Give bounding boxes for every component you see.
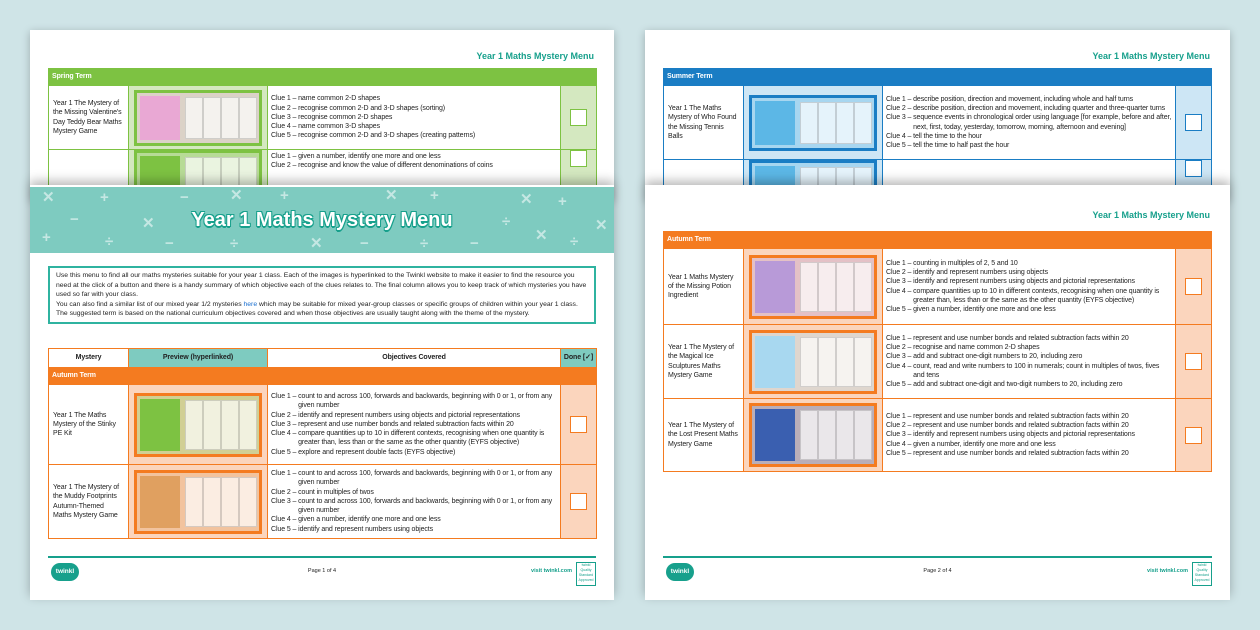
divide-symbol: ÷	[105, 233, 114, 250]
done-checkbox[interactable]	[570, 109, 587, 126]
thumbnail-page	[800, 410, 818, 460]
clue-item	[886, 277, 1172, 286]
thumbnail-page	[818, 262, 836, 312]
clue-label: Clue 3 –	[886, 353, 914, 361]
page-1	[30, 185, 614, 600]
table-row	[664, 399, 1212, 472]
thumbnail-cover	[755, 409, 795, 461]
clue-label: Clue 5 –	[886, 449, 914, 457]
thumbnail-page	[836, 410, 854, 460]
clue-text: identify and represent numbers using objects and pictorial representations	[913, 278, 1135, 286]
twinkl-logo[interactable]: twinkl	[666, 563, 694, 581]
clue-label: Clue 1 –	[271, 153, 299, 160]
table-row	[664, 249, 1212, 325]
clue-item	[886, 362, 1172, 380]
clue-text: identify and represent numbers using objects and pictorial representations	[913, 431, 1135, 439]
preview-cell	[744, 249, 883, 325]
clue-text: identify and represent numbers using objects	[913, 269, 1049, 277]
intro-text: You can also find a similar list of our mixed year 1/2 mysteries	[56, 300, 244, 308]
column-header-preview: Preview (hyperlinked)	[129, 349, 268, 368]
term-cell	[561, 69, 597, 86]
table-header-row	[49, 349, 597, 368]
clue-label: Clue 1 –	[886, 95, 914, 103]
thumbnail-page	[818, 102, 836, 144]
done-cell	[1176, 249, 1212, 325]
clue-text: identify and represent numbers using objects and pictorial representations	[298, 411, 520, 419]
thumbnail-page	[854, 262, 872, 312]
quality-badge: twinkl Quality Standard Approved	[576, 562, 596, 586]
preview-cell	[744, 86, 883, 160]
done-cell	[1176, 325, 1212, 399]
thumbnail-cover	[140, 476, 180, 528]
clue-label: Clue 5 –	[271, 448, 299, 456]
thumbnail-cover	[755, 101, 795, 145]
times-symbol: ✕	[595, 217, 608, 234]
clue-text: recognise common 2-D and 3-D shapes (sorting)	[298, 104, 445, 112]
term-cell	[744, 69, 883, 86]
page-header-title: Year 1 Maths Mystery Menu	[476, 51, 594, 61]
preview-cell	[129, 86, 268, 150]
clue-text: represent and use number bonds and related subtraction facts within 20	[913, 412, 1129, 420]
done-checkbox[interactable]	[1185, 160, 1202, 177]
clue-label: Clue 2 –	[271, 488, 299, 496]
clue-label: Clue 2 –	[886, 422, 914, 430]
thumbnail-page	[818, 337, 836, 387]
clue-item	[271, 469, 557, 487]
clue-item	[886, 305, 1172, 314]
divide-symbol: ÷	[230, 235, 239, 252]
clue-item	[271, 392, 557, 410]
clue-text: compare quantities up to 10 in different contexts, recognising when one quantity is greater than, less than or the same as the other quantity (EYFS objective)	[298, 430, 545, 447]
clue-item	[271, 122, 557, 131]
clue-item	[886, 430, 1172, 439]
thumbnail-page	[185, 97, 203, 139]
clue-text: sequence events in chronological order using language [for example, before and after, next, first, today, yesterday, tomorrow, morning, afternoon and evening]	[913, 114, 1172, 131]
thumbnail-cover	[140, 96, 180, 140]
clue-label: Clue 2 –	[886, 105, 914, 113]
page-3-spring	[30, 30, 614, 200]
thumbnail-page	[800, 337, 818, 387]
preview-thumbnail-link[interactable]	[749, 403, 877, 467]
plus-symbol: +	[558, 193, 567, 210]
clue-item	[271, 515, 557, 524]
objectives-cell	[883, 325, 1176, 399]
thumbnail-page	[836, 262, 854, 312]
term-row	[664, 232, 1212, 249]
clue-text: represent and use number bonds and related subtraction facts within 20	[913, 334, 1129, 342]
clue-item	[886, 95, 1172, 104]
clue-text: recognise common 2-D shapes	[298, 113, 393, 121]
clue-label: Clue 4 –	[271, 516, 299, 524]
clue-label: Clue 1 –	[271, 393, 299, 401]
clue-label: Clue 1 –	[886, 334, 914, 342]
clue-text: add and subtract one-digit and two-digit numbers to 20, including zero	[913, 380, 1123, 388]
clue-item	[886, 104, 1172, 113]
clue-item	[886, 380, 1172, 389]
page-4-summer	[645, 30, 1230, 200]
objectives-cell	[268, 465, 561, 539]
times-symbol: ✕	[535, 227, 548, 244]
term-cell	[1176, 232, 1212, 249]
visit-link[interactable]: visit twinkl.com	[531, 568, 572, 574]
preview-thumbnail-link[interactable]	[749, 330, 877, 394]
times-symbol: ✕	[310, 235, 323, 252]
clue-item	[886, 352, 1172, 361]
clue-label: Clue 3 –	[271, 420, 299, 428]
page-header-title: Year 1 Maths Mystery Menu	[1092, 210, 1210, 220]
preview-cell	[744, 399, 883, 472]
plus-symbol: +	[42, 229, 51, 246]
preview-cell	[129, 385, 268, 465]
term-cell	[561, 368, 597, 385]
clue-item	[886, 141, 1172, 150]
clue-label: Clue 3 –	[886, 431, 914, 439]
clue-item	[886, 449, 1172, 458]
clue-item	[886, 334, 1172, 343]
thumbnail-page	[203, 400, 221, 450]
times-symbol: ✕	[520, 191, 533, 208]
clue-item	[271, 488, 557, 497]
clue-text: count in multiples of twos	[298, 488, 374, 496]
clue-text: describe position, direction and movement, including whole and half turns	[913, 95, 1134, 103]
done-cell	[1176, 86, 1212, 160]
done-checkbox[interactable]	[1185, 353, 1202, 370]
done-checkbox[interactable]	[570, 150, 587, 167]
clue-text: count, read and write numbers to 100 in numerals; count in multiples of twos, fives and tens	[913, 362, 1160, 379]
term-cell	[268, 69, 561, 86]
clue-text: compare quantities up to 10 in different contexts, recognising when one quantity is greater than, less than or the same as the other quantity (EYFS objective)	[913, 287, 1160, 304]
thumbnail-page	[239, 97, 257, 139]
title-banner	[30, 187, 614, 253]
clue-label: Clue 5 –	[886, 380, 914, 388]
clue-label: Clue 4 –	[886, 362, 914, 370]
objectives-cell	[268, 385, 561, 465]
term-cell	[268, 368, 561, 385]
clue-item	[886, 440, 1172, 449]
thumbnail-cover	[755, 336, 795, 388]
clue-item	[886, 113, 1172, 131]
visit-link[interactable]: visit twinkl.com	[1147, 568, 1188, 574]
times-symbol: ✕	[42, 189, 55, 206]
table-row	[664, 325, 1212, 399]
objectives-cell	[883, 399, 1176, 472]
minus-symbol: −	[360, 235, 369, 252]
clue-text: describe position, direction and movement, including quarter and three-quarter turns	[913, 105, 1166, 113]
clue-item	[271, 94, 557, 103]
term-cell	[883, 232, 1176, 249]
clue-item	[886, 412, 1172, 421]
term-label: Spring Term	[49, 69, 129, 86]
minus-symbol: −	[470, 235, 479, 252]
done-cell	[561, 465, 597, 539]
clue-text: add and subtract one-digit numbers to 20, including zero	[913, 353, 1083, 361]
objectives-cell	[883, 86, 1176, 160]
clue-text: given a number, identify one more and one less	[298, 153, 441, 160]
clue-label: Clue 3 –	[886, 278, 914, 286]
clue-label: Clue 2 –	[886, 269, 914, 277]
page-header-title: Year 1 Maths Mystery Menu	[1092, 51, 1210, 61]
table-row	[49, 385, 597, 465]
clue-label: Clue 4 –	[886, 440, 914, 448]
clue-label: Clue 1 –	[271, 470, 299, 478]
intro-text: which may be suitable for mixed year-group classes or specific groups of children within your year 1 class.	[257, 300, 578, 308]
thumbnail-page	[203, 477, 221, 527]
term-label: Summer Term	[664, 69, 744, 86]
clue-item	[886, 287, 1172, 305]
clue-label: Clue 1 –	[271, 95, 299, 103]
intro-paragraph: Use this menu to find all our maths mysteries suitable for your year 1 class. Each of the images is hyperlinked to the Twinkl website to make it easier to find the resource you need at the click of a button and there is a handy summary of which objective each of the clues relates to. The final column allows you to keep track of which mysteries you have used so far with your class.	[56, 272, 587, 299]
clue-label: Clue 4 –	[271, 123, 299, 131]
clue-text: represent and use number bonds and related subtraction facts within 20	[298, 420, 514, 428]
preview-thumbnail-link[interactable]	[749, 95, 877, 151]
plus-symbol: +	[100, 189, 109, 206]
clue-text: count to and across 100, forwards and backwards, beginning with 0 or 1, or from any given number	[298, 393, 553, 410]
table-row	[49, 465, 597, 539]
term-cell	[883, 69, 1176, 86]
clue-item	[886, 268, 1172, 277]
column-header-objectives: Objectives Covered	[268, 349, 561, 368]
done-checkbox[interactable]	[570, 493, 587, 510]
thumbnail-page	[239, 477, 257, 527]
term-cell	[1176, 69, 1212, 86]
done-checkbox[interactable]	[1185, 427, 1202, 444]
mystery-name: Year 1 The Mystery of the Lost Present Maths Mystery Game	[664, 399, 744, 472]
clue-text: given a number, identify one more and one less	[913, 440, 1056, 448]
clue-text: count to and across 100, forwards and backwards, beginning with 0 or 1, or from any given number	[298, 470, 553, 487]
table-row	[664, 86, 1212, 160]
clue-label: Clue 2 –	[886, 344, 914, 352]
preview-cell	[744, 325, 883, 399]
preview-thumbnail-link[interactable]	[134, 470, 262, 534]
clue-label: Clue 4 –	[271, 430, 299, 438]
document-title: Year 1 Maths Mystery Menu	[191, 209, 453, 231]
clue-label: Clue 4 –	[886, 132, 914, 140]
clue-label: Clue 2 –	[271, 411, 299, 419]
thumbnail-page	[836, 102, 854, 144]
thumbnail-page	[221, 97, 239, 139]
objectives-cell	[268, 86, 561, 150]
clue-item	[886, 343, 1172, 352]
clue-item	[886, 421, 1172, 430]
done-cell	[561, 86, 597, 150]
thumbnail-page	[836, 337, 854, 387]
mystery-name: Year 1 The Mystery of the Magical Ice Sculptures Maths Mystery Game	[664, 325, 744, 399]
clue-label: Clue 3 –	[886, 114, 914, 122]
column-header-done: Done [✓]	[561, 349, 597, 368]
term-label: Autumn Term	[664, 232, 744, 249]
clue-text: recognise common 2-D and 3-D shapes (creating patterns)	[298, 132, 476, 140]
preview-cell	[129, 465, 268, 539]
plus-symbol: +	[430, 187, 439, 204]
twinkl-logo[interactable]: twinkl	[51, 563, 79, 581]
summer-term-table	[663, 68, 1212, 200]
page-number: Page 2 of 4	[923, 568, 952, 574]
autumn-term-table-page2	[663, 231, 1212, 472]
done-checkbox[interactable]	[1185, 278, 1202, 295]
clue-item	[271, 131, 557, 140]
clue-label: Clue 5 –	[271, 132, 299, 140]
thumbnail-page	[854, 337, 872, 387]
term-row	[664, 69, 1212, 86]
plus-symbol: +	[280, 187, 289, 204]
term-cell	[129, 368, 268, 385]
clue-text: tell the time to the hour	[913, 132, 982, 140]
mystery-name: Year 1 The Mystery of the Muddy Footprints Autumn-Themed Maths Mystery Game	[49, 465, 129, 539]
thumbnail-page	[800, 262, 818, 312]
clue-label: Clue 2 –	[271, 162, 299, 170]
clue-item	[271, 411, 557, 420]
divide-symbol: ÷	[502, 213, 511, 230]
clue-item	[271, 448, 557, 457]
clue-label: Clue 5 –	[886, 141, 914, 149]
clue-label: Clue 5 –	[271, 525, 299, 533]
thumbnail-cover	[755, 261, 795, 313]
clue-item	[886, 132, 1172, 141]
minus-symbol: −	[70, 211, 79, 228]
clue-text: represent and use number bonds and related subtraction facts within 20	[913, 422, 1129, 430]
clue-text: represent and use number bonds and related subtraction facts within 20	[913, 449, 1129, 457]
done-checkbox[interactable]	[1185, 114, 1202, 131]
thumbnail-page	[185, 400, 203, 450]
autumn-term-table-page1	[48, 348, 597, 539]
column-header-mystery: Mystery	[49, 349, 129, 368]
thumbnail-page	[239, 400, 257, 450]
clue-label: Clue 4 –	[886, 287, 914, 295]
clue-item	[886, 259, 1172, 268]
divide-symbol: ÷	[420, 235, 429, 252]
minus-symbol: −	[180, 189, 189, 206]
clue-item	[271, 525, 557, 534]
done-checkbox[interactable]	[570, 416, 587, 433]
clue-text: tell the time to half past the hour	[913, 141, 1010, 149]
mystery-name: Year 1 The Maths Mystery of the Stinky PE Kit	[49, 385, 129, 465]
done-cell	[1176, 399, 1212, 472]
thumbnail-page	[221, 400, 239, 450]
clue-text: explore and represent double facts (EYFS objective)	[298, 448, 456, 456]
clue-item	[271, 497, 557, 515]
spring-term-table	[48, 68, 597, 200]
clue-text: name common 3-D shapes	[298, 123, 380, 131]
mystery-name: Year 1 The Mystery of the Missing Valentine's Day Teddy Bear Maths Mystery Game	[49, 86, 129, 150]
thumbnail-page	[221, 477, 239, 527]
thumbnail-page	[818, 410, 836, 460]
page-number: Page 1 of 4	[307, 568, 337, 574]
thumbnail-page	[800, 102, 818, 144]
clue-label: Clue 3 –	[271, 497, 299, 505]
thumbnail-page	[854, 102, 872, 144]
preview-thumbnail-link[interactable]	[134, 393, 262, 457]
preview-thumbnail-link[interactable]	[749, 255, 877, 319]
clue-item	[271, 420, 557, 429]
clue-text: counting in multiples of 2, 5 and 10	[913, 259, 1018, 267]
clue-text: given a number, identify one more and one less	[913, 305, 1056, 313]
clue-text: recognise and name common 2-D shapes	[913, 344, 1040, 352]
term-cell	[744, 232, 883, 249]
thumbnail-page	[854, 410, 872, 460]
objectives-cell	[883, 249, 1176, 325]
term-row	[49, 368, 597, 385]
intro-paragraph	[56, 300, 588, 310]
clue-text: count to and across 100, forwards and backwards, beginning with 0 or 1, or from any given number	[298, 497, 553, 515]
quality-badge: twinkl Quality Standard Approved	[1192, 562, 1212, 586]
thumbnail-cover	[140, 399, 180, 451]
intro-paragraph: The suggested term is based on the national curriculum objectives covered and when those objectives are usually taught along with the theme of the mystery.	[56, 310, 530, 318]
done-cell	[561, 385, 597, 465]
intro-box	[48, 266, 596, 324]
times-symbol: ✕	[142, 215, 155, 232]
clue-label: Clue 1 –	[886, 412, 914, 420]
clue-label: Clue 1 –	[886, 259, 914, 267]
clue-item	[271, 113, 557, 122]
footer	[48, 556, 596, 588]
term-row	[49, 69, 597, 86]
page-2	[645, 185, 1230, 600]
term-cell	[129, 69, 268, 86]
mystery-name: Year 1 The Maths Mystery of Who Found the Missing Tennis Balls	[664, 86, 744, 160]
clue-item	[271, 429, 557, 447]
clue-text: name common 2-D shapes	[298, 95, 380, 103]
clue-label: Clue 5 –	[886, 305, 914, 313]
footer	[663, 556, 1212, 588]
times-symbol: ✕	[230, 187, 243, 204]
mixed-year-link[interactable]: here	[243, 300, 258, 308]
term-label: Autumn Term	[49, 368, 129, 385]
thumbnail-page	[203, 97, 221, 139]
mystery-name: Year 1 Maths Mystery of the Missing Potion Ingredient	[664, 249, 744, 325]
clue-text: given a number, identify one more and one less	[298, 516, 441, 524]
clue-item	[271, 104, 557, 113]
clue-text: recognise and know the value of different denominations of coins	[298, 162, 493, 170]
clue-item	[271, 152, 557, 161]
table-row	[49, 86, 597, 150]
clue-item	[271, 161, 557, 170]
clue-text: identify and represent numbers using objects	[298, 525, 434, 533]
minus-symbol: −	[165, 235, 174, 252]
clue-label: Clue 3 –	[271, 113, 299, 121]
thumbnail-page	[185, 477, 203, 527]
divide-symbol: ÷	[570, 233, 579, 250]
clue-label: Clue 2 –	[271, 104, 299, 112]
times-symbol: ✕	[385, 187, 398, 204]
preview-thumbnail-link[interactable]	[134, 90, 262, 146]
